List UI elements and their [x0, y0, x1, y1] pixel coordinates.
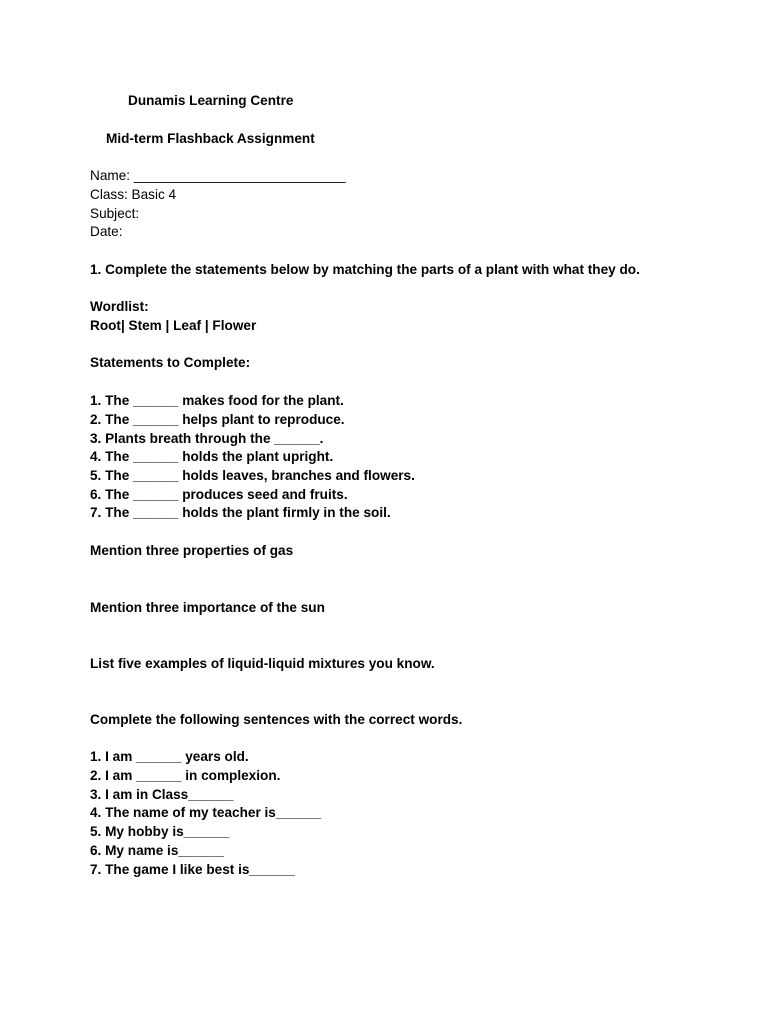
statement-item: 7. The ______ holds the plant firmly in the soil.	[90, 505, 391, 520]
statement-item: 2. The ______ helps plant to reproduce.	[90, 412, 345, 427]
statements-label: Statements to Complete:	[90, 355, 251, 370]
class-field: Class: Basic 4	[90, 187, 177, 202]
statement-item: 4. The ______ holds the plant upright.	[90, 449, 334, 464]
question-mixtures: List five examples of liquid-liquid mixtures you know.	[90, 656, 435, 671]
name-field: Name: ____________________________	[90, 168, 346, 183]
statement-item: 5. The ______ holds leaves, branches and flowers.	[90, 468, 415, 483]
statement-item: 3. Plants breath through the ______.	[90, 431, 324, 446]
date-field: Date:	[90, 224, 123, 239]
assignment-title: Mid-term Flashback Assignment	[106, 131, 315, 146]
statement-item: 6. The ______ produces seed and fruits.	[90, 487, 348, 502]
sentence-item: 5. My hobby is______	[90, 824, 230, 839]
sentence-item: 3. I am in Class______	[90, 787, 234, 802]
sentence-item: 2. I am ______ in complexion.	[90, 768, 281, 783]
subject-field: Subject:	[90, 206, 140, 221]
question-1-instruction: 1. Complete the statements below by matching the parts of a plant with what they do.	[90, 262, 640, 277]
sentence-item: 7. The game I like best is______	[90, 862, 295, 877]
question-sun: Mention three importance of the sun	[90, 600, 325, 615]
school-name: Dunamis Learning Centre	[128, 93, 294, 108]
question-gas: Mention three properties of gas	[90, 543, 294, 558]
sentence-item: 4. The name of my teacher is______	[90, 805, 322, 820]
sentence-item: 1. I am ______ years old.	[90, 749, 249, 764]
sentence-item: 6. My name is______	[90, 843, 224, 858]
sentences-instruction: Complete the following sentences with the correct words.	[90, 712, 463, 727]
wordlist-label: Wordlist:	[90, 299, 149, 314]
statement-item: 1. The ______ makes food for the plant.	[90, 393, 344, 408]
wordlist: Root| Stem | Leaf | Flower	[90, 318, 257, 333]
